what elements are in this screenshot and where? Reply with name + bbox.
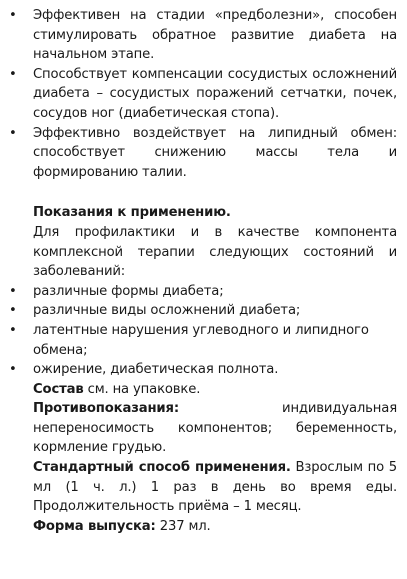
benefit-item: • Эффективно воздействует на липидный обмен: способствует снижению массы тела и формированию талии. <box>16 124 397 183</box>
indication-item: • ожирение, диабетическая полнота. <box>16 360 397 380</box>
composition-text: см. на упаковке. <box>83 381 201 397</box>
benefit-item: • Эффективен на стадии «предболезни», способен стимулировать обратное развитие диабета на начальном этапе. <box>16 6 397 65</box>
indication-item: • различные формы диабета; <box>16 282 397 302</box>
contraindications-text: индивидуальная непереносимость компонентов; беременность, кормление грудью. <box>33 401 397 456</box>
dosage-text: Взрослым по 5 мл (1 ч. л.) 1 раз в день во время еды. Продолжительность приёма – 1 месяц. <box>33 460 397 515</box>
contraindications-paragraph <box>16 399 397 458</box>
indication-item: • латентные нарушения углеводного и липидного обмена; <box>16 321 397 360</box>
composition-paragraph <box>16 380 397 400</box>
release-form-label: Форма выпуска: <box>33 518 156 534</box>
dosage-label: Стандартный способ применения. <box>33 460 291 476</box>
release-form-paragraph <box>16 517 397 537</box>
indication-item: • различные виды осложнений диабета; <box>16 301 397 321</box>
indications-heading: Показания к применению. <box>33 205 231 221</box>
release-form-text: 237 мл. <box>155 518 211 534</box>
benefits-list <box>16 6 397 182</box>
section-spacer <box>16 182 397 203</box>
composition-label: Состав <box>33 381 84 397</box>
indications-list <box>16 282 397 380</box>
benefit-item: • Способствует компенсации сосудистых осложнений диабета – сосудистых поражений сетчатки, почек, сосудов ног (диабетическая стопа). <box>16 65 397 124</box>
indications-intro: Для профилактики и в качестве компонента комплексной терапии следующих состояний и заболеваний: <box>33 224 397 280</box>
contraindications-label: Противопоказания: <box>33 401 179 417</box>
dosage-paragraph <box>16 458 397 517</box>
